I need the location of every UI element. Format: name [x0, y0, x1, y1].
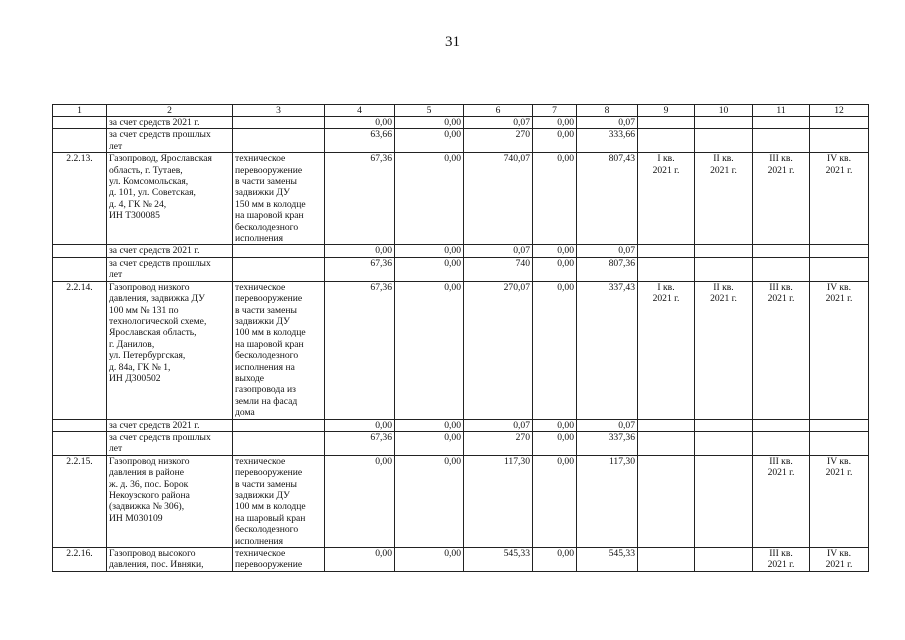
- cell-line: 2021 г.: [825, 467, 853, 479]
- column-header: 6: [464, 105, 533, 117]
- cell-line: лет: [109, 269, 123, 281]
- object-name-cell: [107, 419, 233, 431]
- work-description-cell: [233, 257, 325, 281]
- quarter-cell-col12: [810, 257, 869, 281]
- quarter-cell-col10: [695, 419, 753, 431]
- value-cell-col4: 67,36: [325, 257, 395, 281]
- cell-line: Газопровод, Ярославская: [109, 153, 212, 165]
- quarter-cell-col10: [695, 129, 753, 153]
- row-code-cell: [53, 129, 107, 153]
- cell-line: Газопровод высокого: [109, 548, 196, 560]
- value-cell-col4: 67,36: [325, 431, 395, 455]
- quarter-cell-col9: [638, 129, 695, 153]
- cell-line: Газопровод низкого: [109, 281, 190, 293]
- cell-line: задвижки ДУ: [235, 490, 290, 501]
- cell-line: 2021 г.: [825, 559, 853, 571]
- quarter-cell-col12: [810, 245, 869, 257]
- cell-line: в части замены: [235, 478, 297, 490]
- value-cell-col4: 67,36: [325, 153, 395, 245]
- cell-line: 2021 г.: [767, 559, 795, 571]
- cell-line: дома: [235, 407, 255, 419]
- cell-line: 2021 г.: [710, 293, 737, 305]
- row-code-cell: [53, 419, 107, 431]
- funding-subrow: [53, 419, 869, 431]
- object-name-cell: [107, 257, 233, 281]
- funding-subrow: [53, 257, 869, 281]
- cell-line: Газопровод низкого: [109, 455, 190, 467]
- table-row: [53, 455, 869, 547]
- object-name-cell: [107, 245, 233, 257]
- cell-line: д. 4, ГК № 24,: [109, 198, 167, 210]
- table-row: [53, 548, 869, 572]
- quarter-cell-col10: [695, 548, 753, 572]
- value-cell-col5: 0,00: [395, 455, 464, 547]
- quarter-cell-col10: [695, 257, 753, 281]
- column-header: 11: [753, 105, 810, 117]
- cell-line: ул. Петербургская,: [109, 350, 186, 362]
- object-name-cell: [107, 455, 233, 547]
- work-description-cell: [233, 153, 325, 245]
- cell-line: 150 мм в колодце: [235, 198, 306, 210]
- quarter-cell-col12: [810, 117, 869, 129]
- quarter-cell-col11: [753, 117, 810, 129]
- quarter-cell-col9: [638, 117, 695, 129]
- row-code-cell: [53, 257, 107, 281]
- cell-line: на шаровой кран: [235, 338, 304, 350]
- value-cell-col7: 0,00: [533, 281, 577, 419]
- quarter-cell-col10: [695, 281, 753, 419]
- value-cell-col8: 337,43: [577, 281, 638, 419]
- work-description-cell: [233, 419, 325, 431]
- cell-line: 100 мм № 131 по: [109, 304, 179, 316]
- value-cell-col6: 270: [464, 431, 533, 455]
- quarter-cell-col11: [753, 257, 810, 281]
- object-name-cell: [107, 153, 233, 245]
- value-cell-col8: 117,30: [577, 455, 638, 547]
- cell-line: на шаровый кран: [235, 512, 306, 524]
- cell-line: область, г. Тутаев,: [109, 164, 183, 176]
- column-header: 8: [577, 105, 638, 117]
- cell-line: давления, пос. Ивняки,: [109, 559, 204, 571]
- quarter-cell-col9: [638, 245, 695, 257]
- column-header: 3: [233, 105, 325, 117]
- quarter-cell-col12: [810, 153, 869, 245]
- cell-line: техническое: [235, 455, 286, 467]
- row-code-cell: 2.2.16.: [53, 548, 107, 572]
- cell-line: газопровода из: [235, 384, 296, 396]
- value-cell-col6: 270: [464, 129, 533, 153]
- quarter-cell-col9: [638, 281, 695, 419]
- cell-line: 100 мм в колодце: [235, 501, 306, 513]
- cell-line: бесколодезного: [235, 350, 299, 362]
- value-cell-col8: 807,43: [577, 153, 638, 245]
- column-header: 4: [325, 105, 395, 117]
- cell-line: задвижки ДУ: [235, 315, 290, 327]
- value-cell-col5: 0,00: [395, 431, 464, 455]
- cell-line: техническое: [235, 548, 286, 560]
- value-cell-col7: 0,00: [533, 257, 577, 281]
- object-name-cell: [107, 431, 233, 455]
- row-code-cell: 2.2.15.: [53, 455, 107, 547]
- value-cell-col8: 337,36: [577, 431, 638, 455]
- cell-line: ИН Т300085: [109, 210, 160, 222]
- cell-line: д. 101, ул. Советская,: [109, 187, 196, 199]
- quarter-cell-col12: [810, 129, 869, 153]
- cell-line: I кв.: [657, 281, 675, 293]
- cell-line: III кв.: [769, 281, 793, 293]
- row-code-cell: [53, 431, 107, 455]
- table-row: [53, 281, 869, 419]
- cell-line: за счет средств 2021 г.: [109, 117, 200, 128]
- quarter-cell-col9: [638, 419, 695, 431]
- value-cell-col7: 0,00: [533, 153, 577, 245]
- value-cell-col6: 740: [464, 257, 533, 281]
- cell-line: за счет средств прошлых: [109, 257, 211, 269]
- quarter-cell-col12: [810, 455, 869, 547]
- work-description-cell: [233, 117, 325, 129]
- value-cell-col8: 333,66: [577, 129, 638, 153]
- cell-line: выходе: [235, 372, 265, 384]
- cell-line: III кв.: [769, 455, 793, 467]
- cell-line: (задвижка № 306),: [109, 501, 185, 513]
- table-header-row: [53, 105, 869, 117]
- quarter-cell-col9: [638, 548, 695, 572]
- quarter-cell-col12: [810, 431, 869, 455]
- value-cell-col6: 117,30: [464, 455, 533, 547]
- quarter-cell-col9: [638, 153, 695, 245]
- cell-line: ул. Комсомольская,: [109, 176, 189, 188]
- cell-line: Ярославская область,: [109, 327, 197, 339]
- quarter-cell-col10: [695, 431, 753, 455]
- cell-line: ИН Д300502: [109, 372, 161, 384]
- funding-subrow: [53, 129, 869, 153]
- value-cell-col6: 545,33: [464, 548, 533, 572]
- column-header: 5: [395, 105, 464, 117]
- cell-line: г. Данилов,: [109, 338, 155, 350]
- cell-line: 100 мм в колодце: [235, 327, 306, 339]
- column-header: 2: [107, 105, 233, 117]
- value-cell-col8: 807,36: [577, 257, 638, 281]
- value-cell-col5: 0,00: [395, 117, 464, 129]
- quarter-cell-col11: [753, 431, 810, 455]
- cell-line: техническое: [235, 281, 286, 293]
- cell-line: исполнения: [235, 535, 284, 547]
- object-name-cell: [107, 548, 233, 572]
- cell-line: д. 84а, ГК № 1,: [109, 361, 171, 373]
- value-cell-col8: 0,07: [577, 117, 638, 129]
- quarter-cell-col12: [810, 548, 869, 572]
- page-number: 31: [445, 34, 460, 50]
- cell-line: бесколодезного: [235, 524, 299, 536]
- cell-line: технологической схеме,: [109, 315, 207, 327]
- value-cell-col5: 0,00: [395, 129, 464, 153]
- work-description-cell: [233, 431, 325, 455]
- cell-line: земли на фасад: [235, 395, 298, 407]
- work-description-cell: [233, 129, 325, 153]
- work-description-cell: [233, 548, 325, 572]
- value-cell-col5: 0,00: [395, 281, 464, 419]
- value-cell-col8: 545,33: [577, 548, 638, 572]
- value-cell-col7: 0,00: [533, 419, 577, 431]
- cell-line: 2021 г.: [767, 293, 795, 305]
- quarter-cell-col9: [638, 257, 695, 281]
- value-cell-col6: 0,07: [464, 245, 533, 257]
- quarter-cell-col11: [753, 548, 810, 572]
- cell-line: лет: [109, 140, 123, 152]
- cell-line: перевооружение: [235, 164, 303, 176]
- value-cell-col7: 0,00: [533, 117, 577, 129]
- value-cell-col4: 63,66: [325, 129, 395, 153]
- quarter-cell-col10: [695, 245, 753, 257]
- cell-line: II кв.: [713, 281, 734, 293]
- column-header: 9: [638, 105, 695, 117]
- quarter-cell-col12: [810, 419, 869, 431]
- funding-subrow: [53, 117, 869, 129]
- cell-line: ИН М030109: [109, 512, 163, 524]
- quarter-cell-col10: [695, 455, 753, 547]
- cell-line: на шаровой кран: [235, 210, 304, 222]
- cell-line: IV кв.: [827, 153, 851, 165]
- quarter-cell-col11: [753, 129, 810, 153]
- column-header: 10: [695, 105, 753, 117]
- value-cell-col5: 0,00: [395, 245, 464, 257]
- quarter-cell-col11: [753, 455, 810, 547]
- column-header: 1: [53, 105, 107, 117]
- cell-line: III кв.: [769, 153, 793, 165]
- table-row: [53, 153, 869, 245]
- cell-line: в части замены: [235, 304, 297, 316]
- cell-line: в части замены: [235, 176, 297, 188]
- object-name-cell: [107, 129, 233, 153]
- value-cell-col8: 0,07: [577, 419, 638, 431]
- cell-line: перевооружение: [235, 293, 303, 305]
- cell-line: перевооружение: [235, 559, 303, 571]
- value-cell-col4: 0,00: [325, 419, 395, 431]
- funding-subrow: [53, 431, 869, 455]
- work-description-cell: [233, 281, 325, 419]
- cell-line: исполнения: [235, 233, 284, 245]
- cell-line: III кв.: [769, 548, 793, 560]
- value-cell-col7: 0,00: [533, 129, 577, 153]
- object-name-cell: [107, 281, 233, 419]
- quarter-cell-col11: [753, 245, 810, 257]
- cell-line: IV кв.: [827, 281, 851, 293]
- investment-program-table: [52, 104, 869, 572]
- value-cell-col7: 0,00: [533, 245, 577, 257]
- quarter-cell-col10: [695, 117, 753, 129]
- quarter-cell-col11: [753, 419, 810, 431]
- value-cell-col4: 0,00: [325, 455, 395, 547]
- cell-line: давления в районе: [109, 467, 184, 479]
- quarter-cell-col9: [638, 455, 695, 547]
- cell-line: ж. д. 36, пос. Борок: [109, 478, 189, 490]
- cell-line: бесколодезного: [235, 221, 299, 233]
- cell-line: давления, задвижка ДУ: [109, 293, 205, 305]
- cell-line: перевооружение: [235, 467, 303, 479]
- value-cell-col8: 0,07: [577, 245, 638, 257]
- cell-line: 2021 г.: [652, 293, 680, 305]
- row-code-cell: 2.2.14.: [53, 281, 107, 419]
- value-cell-col4: 0,00: [325, 117, 395, 129]
- quarter-cell-col10: [695, 153, 753, 245]
- cell-line: 2021 г.: [825, 293, 853, 305]
- value-cell-col6: 0,07: [464, 117, 533, 129]
- cell-line: 2021 г.: [710, 164, 737, 176]
- cell-line: I кв.: [657, 153, 675, 165]
- cell-line: II кв.: [713, 153, 734, 165]
- quarter-cell-col11: [753, 153, 810, 245]
- value-cell-col7: 0,00: [533, 431, 577, 455]
- value-cell-col4: 0,00: [325, 245, 395, 257]
- cell-line: лет: [109, 443, 123, 455]
- value-cell-col6: 0,07: [464, 419, 533, 431]
- cell-line: 2021 г.: [825, 164, 853, 176]
- object-name-cell: [107, 117, 233, 129]
- value-cell-col7: 0,00: [533, 548, 577, 572]
- work-description-cell: [233, 455, 325, 547]
- value-cell-col5: 0,00: [395, 419, 464, 431]
- value-cell-col4: 67,36: [325, 281, 395, 419]
- value-cell-col5: 0,00: [395, 153, 464, 245]
- cell-line: 2021 г.: [767, 164, 795, 176]
- cell-line: за счет средств 2021 г.: [109, 419, 200, 431]
- row-code-cell: [53, 117, 107, 129]
- cell-line: техническое: [235, 153, 286, 165]
- cell-line: 2021 г.: [767, 467, 795, 479]
- cell-line: задвижки ДУ: [235, 187, 290, 199]
- cell-line: 2021 г.: [652, 164, 680, 176]
- cell-line: за счет средств прошлых: [109, 129, 211, 141]
- value-cell-col4: 0,00: [325, 548, 395, 572]
- quarter-cell-col11: [753, 281, 810, 419]
- funding-subrow: [53, 245, 869, 257]
- column-header: 7: [533, 105, 577, 117]
- cell-line: Некоузского района: [109, 490, 190, 501]
- cell-line: IV кв.: [827, 455, 851, 467]
- quarter-cell-col9: [638, 431, 695, 455]
- cell-line: исполнения на: [235, 361, 295, 373]
- cell-line: за счет средств прошлых: [109, 431, 211, 443]
- column-header: 12: [810, 105, 869, 117]
- value-cell-col6: 740,07: [464, 153, 533, 245]
- row-code-cell: 2.2.13.: [53, 153, 107, 245]
- quarter-cell-col12: [810, 281, 869, 419]
- value-cell-col6: 270,07: [464, 281, 533, 419]
- cell-line: IV кв.: [827, 548, 851, 560]
- row-code-cell: [53, 245, 107, 257]
- work-description-cell: [233, 245, 325, 257]
- value-cell-col7: 0,00: [533, 455, 577, 547]
- value-cell-col5: 0,00: [395, 548, 464, 572]
- cell-line: за счет средств 2021 г.: [109, 245, 200, 257]
- value-cell-col5: 0,00: [395, 257, 464, 281]
